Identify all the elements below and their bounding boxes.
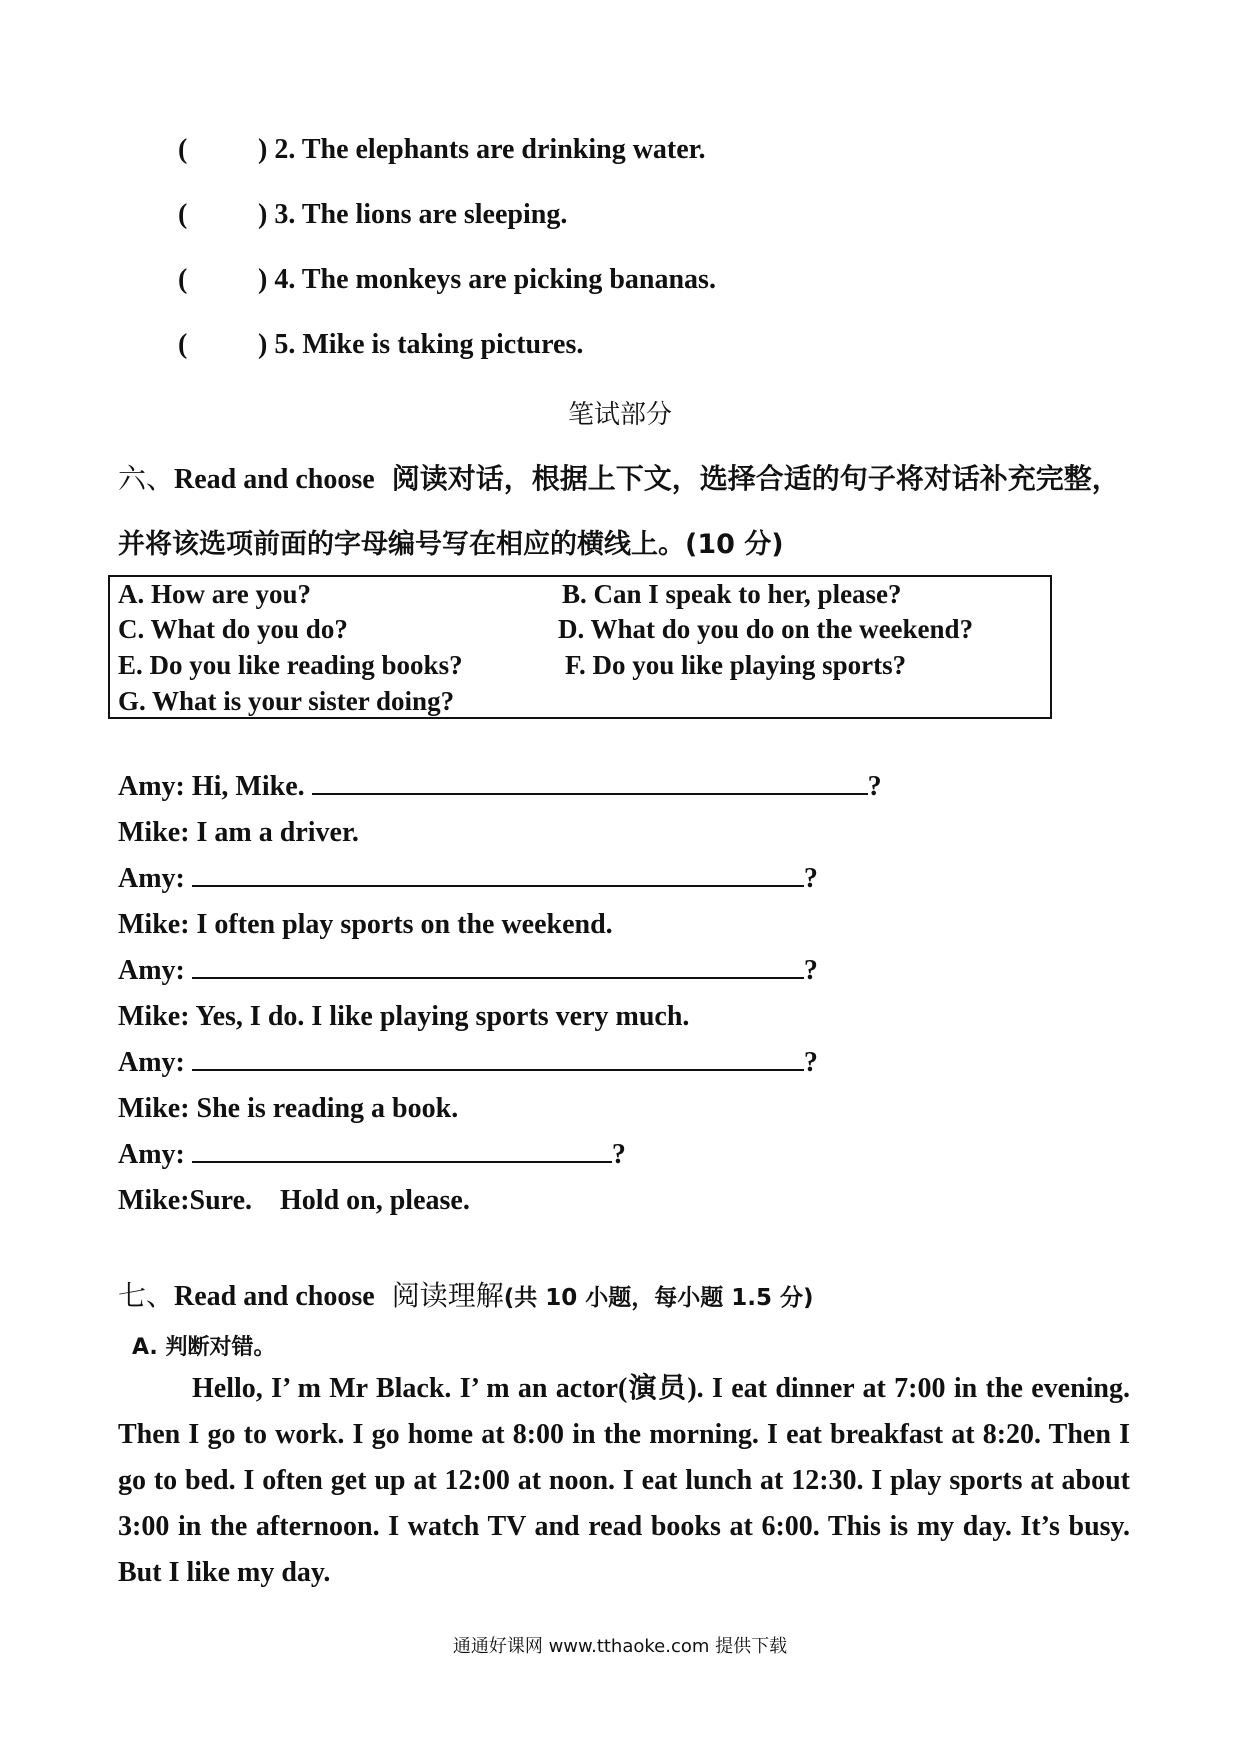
dialogue-line-amy: Amy: ? xyxy=(118,863,818,894)
q7-number: 七、 xyxy=(118,1279,175,1312)
option-g: G. What is your sister doing? xyxy=(118,686,455,716)
q6-instruction-1: 阅读对话，根据上下文，选择合适的句子将对话补充完整， xyxy=(391,462,1120,495)
answer-bracket[interactable]: ( xyxy=(178,329,188,360)
answer-bracket[interactable]: ( xyxy=(178,264,188,295)
option-b: B. Can I speak to her, please? xyxy=(562,579,902,609)
q6-instruction-2: 并将该选项前面的字母编号写在相应的横线上。(10 分) xyxy=(118,529,784,560)
answer-blank[interactable] xyxy=(192,1047,804,1071)
answer-blank[interactable] xyxy=(192,955,804,979)
q6-number: 六、 xyxy=(118,462,175,495)
q7-title-cn: 阅读理解 xyxy=(391,1279,504,1312)
reading-passage: Hello, I’ m Mr Black. I’ m an actor(演员). I eat dinner at 7:00 in the evening. Then I go to work. I go home at 8:00 in the morning. I eat breakfast at 8:20. Then I go to bed. I often get up at 12:00 at noon. I eat lunch at 12:30. I play sports at about 3:00 in the afternoon. I watch TV and read books at 6:00. This is my day. It’s busy. But I like my day. xyxy=(118,1373,1130,1588)
answer-blank[interactable] xyxy=(192,863,804,887)
q7-title-en: Read and choose xyxy=(174,1281,375,1312)
dialogue-line-mike: Mike:Sure. Hold on, please. xyxy=(118,1185,470,1216)
dialogue-line-mike: Mike: Yes, I do. I like playing sports very much. xyxy=(118,1001,690,1032)
tf-item xyxy=(178,134,706,166)
tf-item xyxy=(178,264,716,296)
footer: 通通好课网 www.tthaoke.com 提供下载 xyxy=(452,1636,788,1657)
option-c: C. What do you do? xyxy=(118,614,348,644)
q6-title-en: Read and choose xyxy=(174,464,375,495)
q7-heading xyxy=(118,1279,814,1315)
dialogue-line-amy: Amy: ? xyxy=(118,1139,626,1170)
answer-bracket[interactable]: ( xyxy=(178,199,188,230)
answer-blank[interactable] xyxy=(312,771,868,795)
option-f: F. Do you like playing sports? xyxy=(565,650,907,680)
tf-text: ) 3. The lions are sleeping. xyxy=(258,199,568,230)
tf-text: ) 5. Mike is taking pictures. xyxy=(258,329,584,360)
dialogue-line-amy: Amy: Hi, Mike. ? xyxy=(118,771,882,802)
tf-text: ) 4. The monkeys are picking bananas. xyxy=(258,264,716,295)
dialogue-line-amy: Amy: ? xyxy=(118,955,818,986)
q6-heading xyxy=(118,462,1120,497)
tf-item xyxy=(178,199,567,231)
option-a: A. How are you? xyxy=(118,579,311,609)
q7-sub-a: A. 判断对错。 xyxy=(132,1335,276,1360)
dialogue-line-mike: Mike: She is reading a book. xyxy=(118,1093,459,1124)
answer-bracket[interactable]: ( xyxy=(178,134,188,165)
tf-item xyxy=(178,329,583,361)
dialogue-line-amy: Amy: ? xyxy=(118,1047,818,1078)
dialogue-line-mike: Mike: I am a driver. xyxy=(118,817,359,848)
q7-note: (共 10 小题，每小题 1.5 分) xyxy=(503,1285,814,1311)
section-title: 笔试部分 xyxy=(567,400,672,430)
option-e: E. Do you like reading books? xyxy=(118,650,463,680)
option-d: D. What do you do on the weekend? xyxy=(558,614,974,644)
dialogue-line-mike: Mike: I often play sports on the weekend. xyxy=(118,909,613,940)
tf-text: ) 2. The elephants are drinking water. xyxy=(258,134,706,165)
answer-blank[interactable] xyxy=(192,1139,612,1163)
